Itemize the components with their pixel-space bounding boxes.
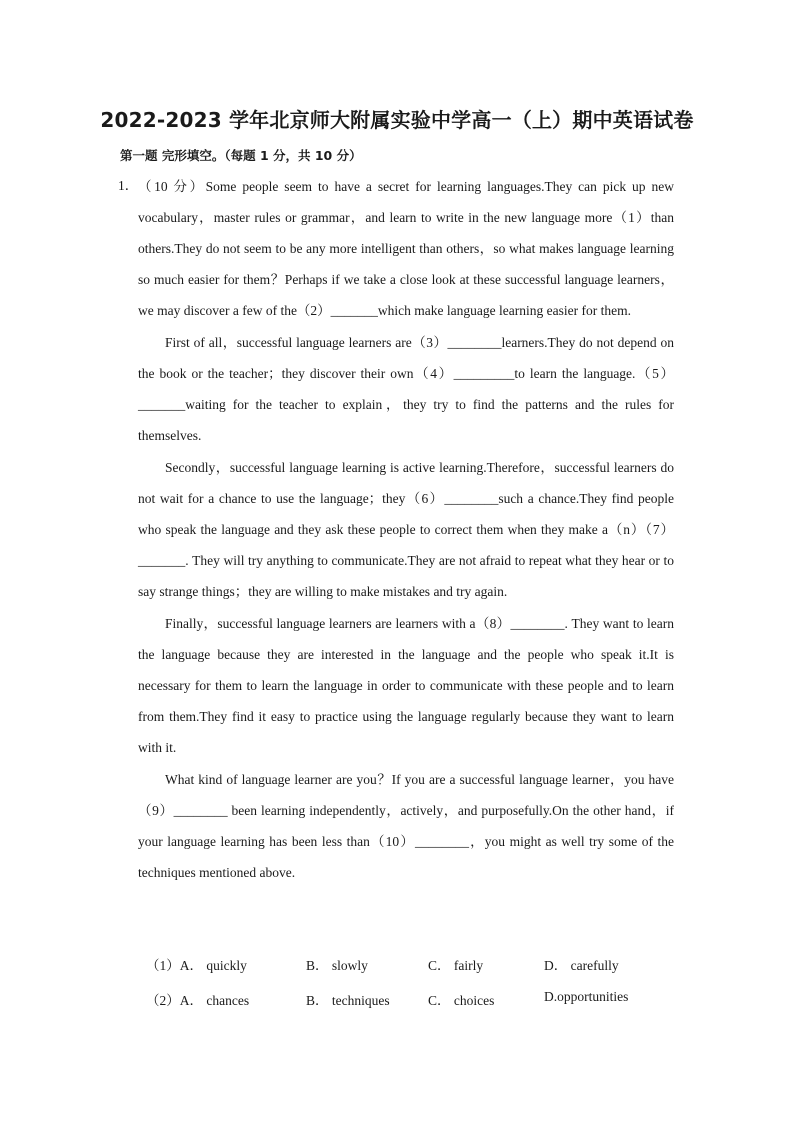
section-heading: 第一题 完形填空。（每题 1 分，共 10 分） <box>120 148 362 163</box>
passage-paragraph-4: Finally，successful language learners are learners with a（8）________. They want to learn the language because they are interested in the language and the people who speak it.It is necessary for them to learn the language in order to communicate with these people and to learn from them.They find it easy to practice using the language regularly because they want to learn with it. <box>138 616 674 755</box>
option-1-a: （1）A． quickly <box>146 958 247 973</box>
option-2-d: D.opportunities <box>544 989 629 1004</box>
option-2-b: B． techniques <box>306 993 390 1008</box>
passage-paragraph-1: （10 分）Some people seem to have a secret for learning languages.They can pick up new vocabulary，master rules or grammar，and learn to write in the new language more（1）than others.They do not seem to be any more intelligent than others，so what makes language learning so much easier for them？Perhaps if we take a close look at these successful language learners，we may discover a few of the（2）_______which make language learning easier for them. <box>138 179 674 318</box>
passage-paragraph-2: First of all，successful language learners are（3）________learners.They do not depend on the book or the teacher；they discover their own（4）_________to learn the language.（5）_______waiting for the teacher to explain，they try to find the patterns and the rules for themselves. <box>138 335 674 443</box>
option-1-d: D． carefully <box>544 958 619 973</box>
passage-paragraph-5: What kind of language learner are you？If you are a successful language learner，you have（9）________ been learning independently，actively，and purposefully.On the other hand，if your language learning has been less than（10）________，you might as well try some of the techniques mentioned above. <box>138 772 674 880</box>
answer-options <box>146 954 666 1024</box>
option-2-a: （2）A． chances <box>146 993 250 1008</box>
passage <box>138 171 674 889</box>
option-row-1 <box>146 954 666 989</box>
passage-paragraph-3: Secondly，successful language learning is active learning.Therefore，successful learners do not wait for a chance to use the language；they（6）________such a chance.They find people who speak the language and they ask these people to correct them when they make a（n）（7）_______. They will try anything to communicate.They are not afraid to repeat what they hear or to say strange things；they are willing to make mistakes and try again. <box>138 460 674 599</box>
option-row-2 <box>146 989 666 1024</box>
option-1-c: C． fairly <box>428 958 484 973</box>
question-number: 1． <box>118 178 139 193</box>
option-2-c: C． choices <box>428 993 495 1008</box>
option-1-b: B． slowly <box>306 958 368 973</box>
page-title: 2022-2023 学年北京师大附属实验中学高一（上）期中英语试卷 <box>100 108 694 132</box>
